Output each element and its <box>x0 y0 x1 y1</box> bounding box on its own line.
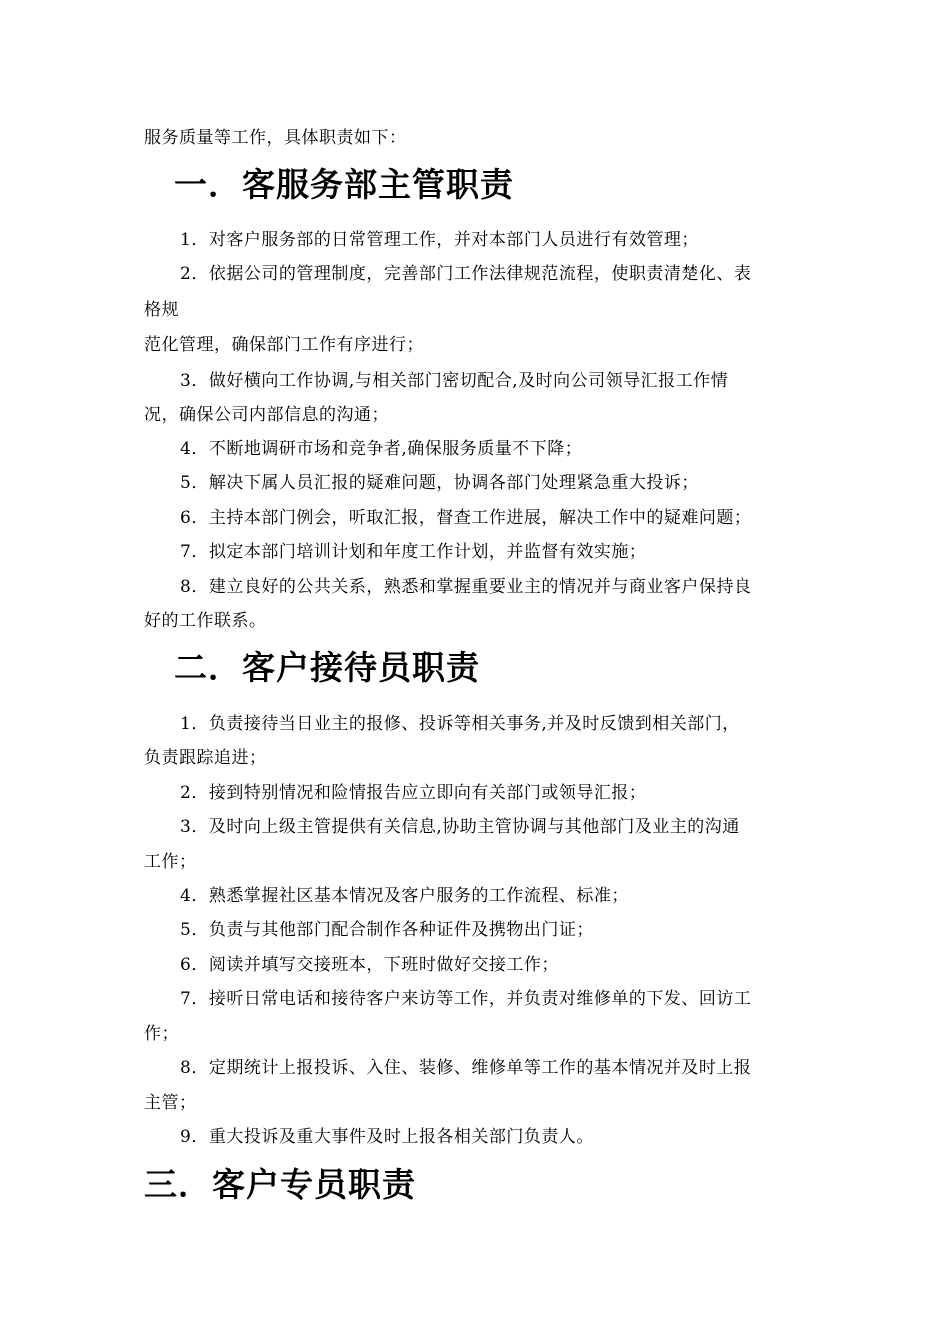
paragraph-line: 主管； <box>144 1093 197 1113</box>
paragraph-line: 8．建立良好的公共关系，熟悉和掌握重要业主的情况并与商业客户保持良 <box>180 577 752 597</box>
paragraph-line: 5．负责与其他部门配合制作各种证件及携物出门证； <box>180 920 594 940</box>
paragraph-line: 7．拟定本部门培训计划和年度工作计划，并监督有效实施； <box>180 542 647 562</box>
paragraph-line: 7．接听日常电话和接待客户来访等工作，并负责对维修单的下发、回访工 <box>180 989 752 1009</box>
paragraph-line: 工作； <box>144 852 197 872</box>
paragraph-line: 6．阅读并填写交接班本，下班时做好交接工作； <box>180 955 559 975</box>
paragraph-line: 2．依据公司的管理制度，完善部门工作法律规范流程，使职责清楚化、表 <box>180 264 752 284</box>
paragraph-line: 3．做好横向工作协调,与相关部门密切配合,及时向公司领导汇报工作情 <box>180 371 729 391</box>
paragraph-line: 5．解决下属人员汇报的疑难问题，协调各部门处理紧急重大投诉； <box>180 473 699 493</box>
section-heading-1: 一．客服务部主管职责 <box>174 165 514 204</box>
paragraph-line: 4．不断地调研市场和竞争者,确保服务质量不下降； <box>180 439 583 459</box>
paragraph-line: 好的工作联系。 <box>144 611 267 631</box>
paragraph-line: 1．负责接待当日业主的报修、投诉等相关事务,并及时反馈到相关部门， <box>180 714 740 734</box>
paragraph-line: 3．及时向上级主管提供有关信息,协助主管协调与其他部门及业主的沟通 <box>180 817 740 837</box>
section-heading-2: 二．客户接待员职责 <box>174 648 480 687</box>
intro-text: 服务质量等工作，具体职责如下： <box>144 128 407 148</box>
paragraph-line: 2．接到特别情况和险情报告应立即向有关部门或领导汇报； <box>180 783 647 803</box>
paragraph-line: 范化管理，确保部门工作有序进行； <box>144 335 424 355</box>
paragraph-line: 8．定期统计上报投诉、入住、装修、维修单等工作的基本情况并及时上报 <box>180 1058 752 1078</box>
paragraph-line: 9．重大投诉及重大事件及时上报各相关部门负责人。 <box>180 1127 594 1147</box>
paragraph-line: 6．主持本部门例会，听取汇报，督查工作进展，解决工作中的疑难问题； <box>180 508 752 528</box>
paragraph-line: 负责跟踪追进； <box>144 748 267 768</box>
paragraph-line: 况，确保公司内部信息的沟通； <box>144 405 389 425</box>
paragraph-line: 4．熟悉掌握社区基本情况及客户服务的工作流程、标准； <box>180 886 629 906</box>
paragraph-line: 1．对客户服务部的日常管理工作，并对本部门人员进行有效管理； <box>180 230 699 250</box>
paragraph-line: 作； <box>144 1024 179 1044</box>
paragraph-line: 格规 <box>144 300 179 320</box>
section-heading-3: 三．客户专员职责 <box>144 1165 416 1204</box>
